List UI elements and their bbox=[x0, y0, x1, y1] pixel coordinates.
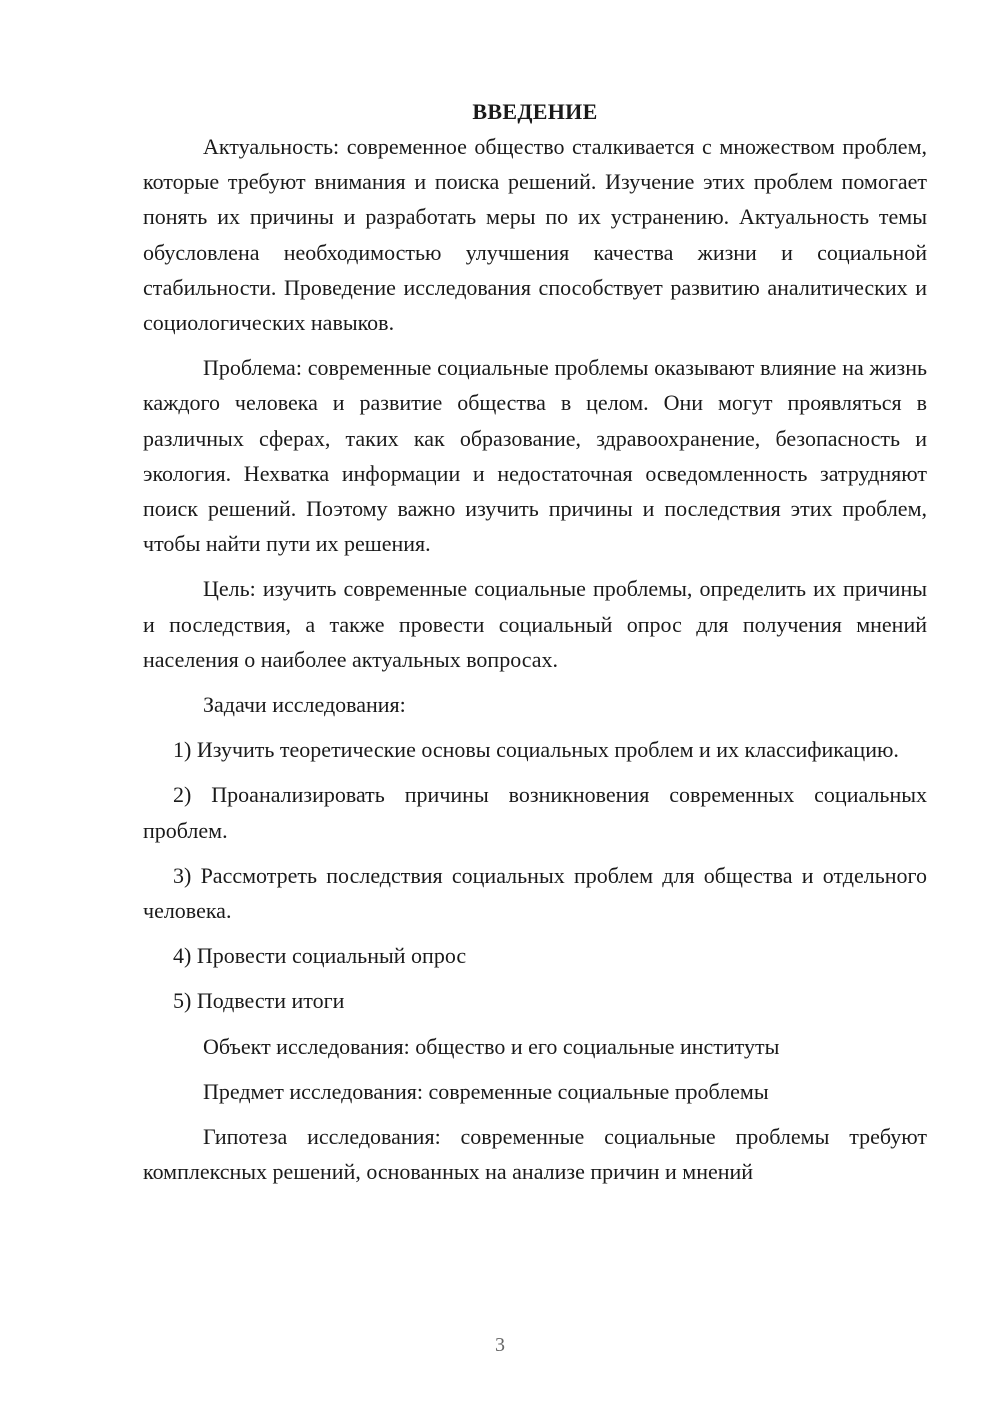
object-paragraph: Объект исследования: общество и его социальные институты bbox=[203, 1033, 780, 1059]
page-content bbox=[143, 94, 927, 1189]
hypothesis-paragraph: Гипотеза исследования: современные социальные проблемы требуют комплексных решений, основанных на анализе причин и мнений bbox=[143, 1124, 927, 1185]
page-number: 3 bbox=[495, 1334, 505, 1356]
section-heading: ВВЕДЕНИЕ bbox=[472, 99, 598, 124]
problem-paragraph: Проблема: современные социальные проблемы оказывают влияние на жизнь каждого человека и развитие общества в целом. Они могут проявляться в различных сферах, таких как образование, здравоохранение, безопасность и экология. Нехватка информации и недостаточная осведомленность затрудняют поиск решений. Поэтому важно изучить причины и последствия этих проблем, чтобы найти пути их решения. bbox=[143, 355, 927, 557]
goal-paragraph: Цель: изучить современные социальные проблемы, определить их причины и последствия, а также провести социальный опрос для получения мнений населения о наиболее актуальных вопросах. bbox=[143, 576, 927, 672]
task-item-3: 3) Рассмотреть последствия социальных проблем для общества и отдельного человека. bbox=[143, 862, 927, 924]
task-item-1: 1) Изучить теоретические основы социальных проблем и их классификацию. bbox=[173, 737, 899, 763]
subject-paragraph: Предмет исследования: современные социальные проблемы bbox=[203, 1078, 769, 1104]
task-item-5: 5) Подвести итоги bbox=[173, 988, 345, 1014]
task-item-4: 4) Провести социальный опрос bbox=[173, 943, 467, 969]
task-item-2: 2) Проанализировать причины возникновения современных социальных проблем. bbox=[143, 782, 927, 843]
tasks-title: Задачи исследования: bbox=[203, 692, 406, 718]
relevance-paragraph: Актуальность: современное общество сталкивается с множеством проблем, которые требуют внимания и поиска решений. Изучение этих проблем помогает понять их причины и разработать меры по их устранению. Актуальность темы обусловлена необходимостью улучшения качества жизни и социальной стабильности. Проведение исследования способствует развитию аналитических и социологических навыков. bbox=[143, 134, 927, 336]
